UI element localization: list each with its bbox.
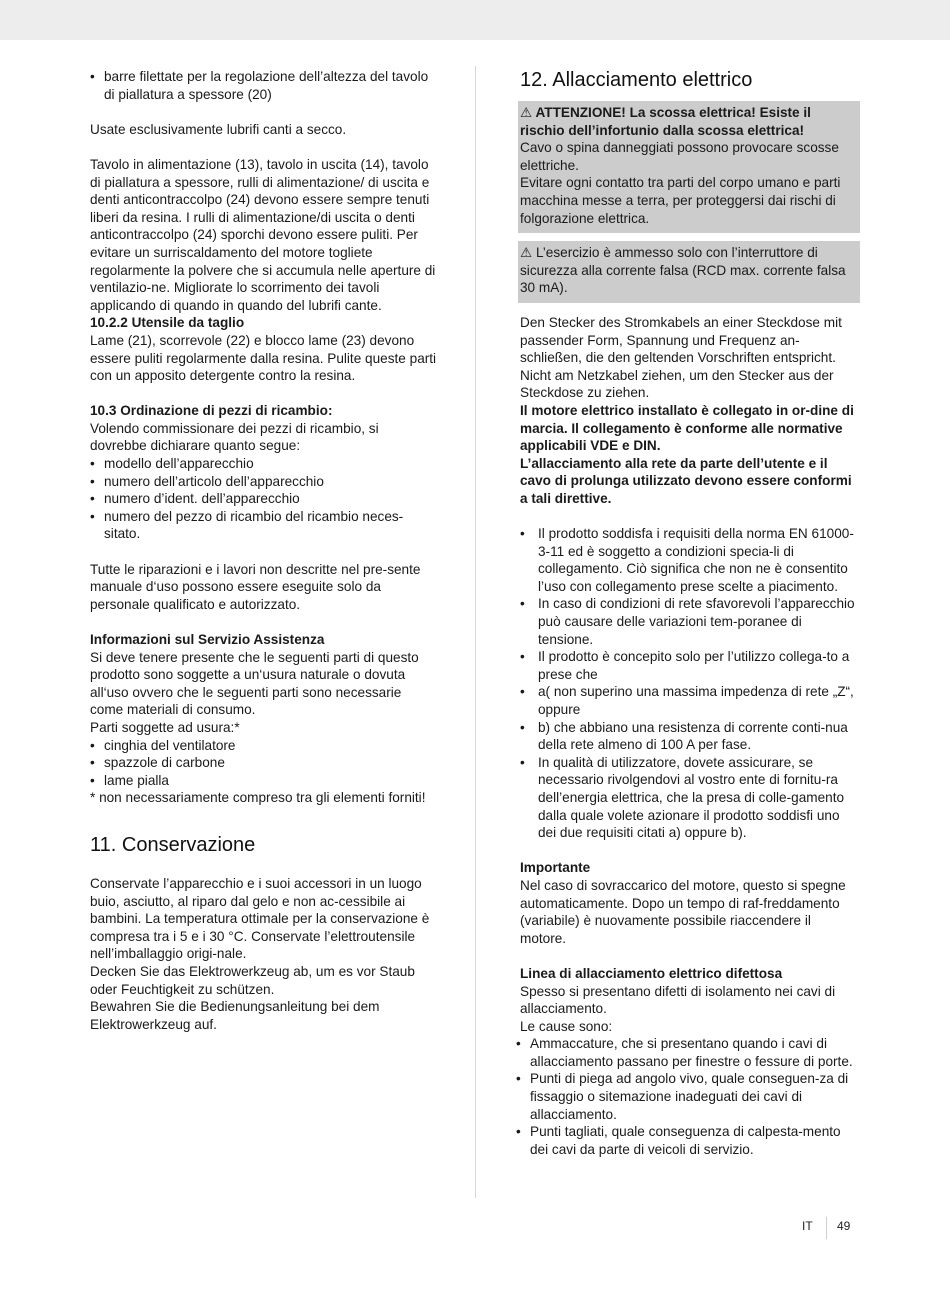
warning-text: Cavo o spina danneggiati possono provocare scosse elettriche. [520, 140, 839, 173]
paragraph: Usate esclusivamente lubrifi canti a secco. [90, 121, 347, 137]
list-item: • modello dell’apparecchio [90, 455, 438, 473]
warning-box-electric-shock [518, 101, 860, 233]
bold-paragraph: Il motore elettrico installato è collegato in or-dine di marcia. Il collegamento è conforme alle normative applicabili VDE e DIN. [520, 402, 854, 454]
section-heading-10-2-2: 10.2.2 Utensile da taglio [90, 315, 245, 331]
paragraph: Bewahren Sie die Bedienungsanleitung bei dem Elektrowerkzeug auf. [90, 999, 380, 1032]
warning-text: Evitare ogni contatto tra parti del corpo umano e parti macchina messe a terra, per proteggersi dai rischi di folgorazione elettrica. [520, 175, 841, 226]
list-item: • In caso di condizioni di rete sfavorevoli l’apparecchio può causare delle variazioni tem-poranee di tensione. [520, 595, 860, 648]
list-item: • In qualità di utilizzatore, dovete assicurare, se necessario rivolgendovi al vostro ente di fornitu-ra dell’energia elettrica, che la presa di colle-gamento dalla quale volete azionare il prodotto soddisfi uno dei due requisiti citati a) oppure b). [520, 754, 860, 842]
list-item: • Il prodotto è concepito solo per l’utilizzo collega-to a prese che [520, 648, 860, 683]
paragraph: Si deve tenere presente che le seguenti parti di questo prodotto sono soggette a un‘usura naturale o dovuta all‘uso ovvero che le seguenti parti sono necessarie come materiali di consumo. [90, 649, 419, 718]
list-item: • numero dell’articolo dell’apparecchio [90, 473, 438, 491]
footnote: * non necessariamente compreso tra gli elementi forniti! [90, 790, 426, 806]
warning-box-rcd [518, 241, 860, 303]
paragraph: Spesso si presentano difetti di isolamento nei cavi di allacciamento. [520, 983, 836, 1017]
list-item: • a( non superino una massima impedenza di rete „Z“, oppure [520, 683, 860, 718]
causes-list [516, 1035, 860, 1158]
paragraph: Conservate l’apparecchio e i suoi accessori in un luogo buio, asciutto, al riparo dal gelo e non ac-cessibile ai bambini. La temperatura ottimale per la conservazione è compresa tra i 5 e i 30 °C. Conservate l’elettroutensile nell’imballaggio origi-nale. [90, 875, 430, 962]
section-heading-10-3: 10.3 Ordinazione di pezzi di ricambio: [90, 403, 333, 419]
left-column [90, 68, 438, 1033]
list-item: • Punti di piega ad angolo vivo, quale conseguen-za di fissaggio o sitemazione inadeguati dei cavi di allacciamento. [516, 1070, 860, 1123]
page-header-band [0, 0, 950, 40]
paragraph: Den Stecker des Stromkabels an einer Steckdose mit passender Form, Spannung und Frequenz an-schließen, die den geltenden Vorschriften entspricht. Nicht am Netzkabel ziehen, um den Stecker aus der Steckdose zu ziehen. [520, 314, 842, 401]
list-item: • b) che abbiano una resistenza di corrente conti-nua della rete almeno di 100 A per fase. [520, 719, 860, 754]
paragraph: Lame (21), scorrevole (22) e blocco lame (23) devono essere puliti regolarmente dalla resina. Pulite queste parti con un apposito detergente contro la resina. [90, 332, 437, 384]
warning-text: ⚠ L’esercizio è ammesso solo con l’interruttore di sicurezza alla corrente falsa (RCD max. corrente falsa 30 mA). [520, 245, 846, 296]
requirements-list [520, 525, 860, 842]
paragraph: Nel caso di sovraccarico del motore, questo si spegne automaticamente. Dopo un tempo di raf-freddamento (variabile) è nuovamente possibile riaccendere il motore. [520, 877, 846, 946]
column-divider [475, 66, 476, 1198]
list-item: • Punti tagliati, quale conseguenza di calpesta-mento dei cavi da parte di veicoli di servizio. [516, 1123, 860, 1158]
list-item: • numero d’ident. dell’apparecchio [90, 490, 438, 508]
defective-cable-heading: Linea di allacciamento elettrico difettosa [520, 965, 783, 981]
list-item: • lame pialla [90, 772, 438, 790]
threaded-rods-list [90, 68, 438, 103]
order-info-list [90, 455, 438, 543]
paragraph: Tavolo in alimentazione (13), tavolo in uscita (14), tavolo di piallatura a spessore, rulli di alimentazione/ di uscita e denti anticontraccolpo (24) devono essere sempre tenuti liberi da resina. I rulli di alimentazione/di uscita o denti anticontraccolpo (24) sporchi devono essere puliti. Per evitare un surriscaldamento del motore togliete regolarmente la polvere che si accumula nelle aperture di ventilazio-ne. Migliorate lo scorrimento dei tavoli applicando di quando in quando del lubrifi cante. [90, 156, 436, 313]
list-item: • spazzole di carbone [90, 754, 438, 772]
service-info-heading: Informazioni sul Servizio Assistenza [90, 632, 325, 647]
footer-divider [826, 1217, 827, 1239]
list-item: • numero del pezzo di ricambio del ricambio neces-sitato. [90, 508, 438, 543]
list-item: • cinghia del ventilatore [90, 737, 438, 755]
paragraph: Decken Sie das Elektrowerkzeug ab, um es vor Staub oder Feuchtigkeit zu schützen. [90, 963, 415, 997]
important-heading: Importante [520, 860, 591, 876]
right-column [520, 68, 860, 1158]
wear-parts-list [90, 737, 438, 790]
page-number: 49 [837, 1219, 851, 1233]
list-item: • Il prodotto soddisfa i requisiti della norma EN 61000-3-11 ed è soggetto a condizioni specia-li di collegamento. Ciò significa che non ne è consentito l’uso con collegamento prese scelte a piacimento. [520, 525, 860, 595]
section-title-12: 12. Allacciamento elettrico [520, 69, 753, 91]
paragraph: Volendo commissionare dei pezzi di ricambio, si dovrebbe dichiarare quanto segue: [90, 420, 379, 454]
language-code: IT [802, 1219, 813, 1233]
section-title-11: 11. Conservazione [90, 833, 256, 856]
warning-heading: ⚠ ATTENZIONE! La scossa elettrica! Esiste il rischio dell’infortunio dalla scossa elettrica! [520, 105, 811, 138]
list-item: • barre filettate per la regolazione dell’altezza del tavolo di piallatura a spessore (20) [90, 68, 438, 103]
paragraph: Le cause sono: [520, 1018, 613, 1034]
paragraph: Tutte le riparazioni e i lavori non descritte nel pre-sente manuale d‘uso possono essere eseguite solo da personale qualificato e autorizzato. [90, 561, 421, 612]
paragraph: Parti soggette ad usura:* [90, 719, 240, 735]
bold-paragraph: L’allacciamento alla rete da parte dell’utente e il cavo di prolunga utilizzato devono essere conformi a tali direttive. [520, 455, 852, 506]
list-item: • Ammaccature, che si presentano quando i cavi di allacciamento passano per finestre o fessure di porte. [516, 1035, 860, 1070]
